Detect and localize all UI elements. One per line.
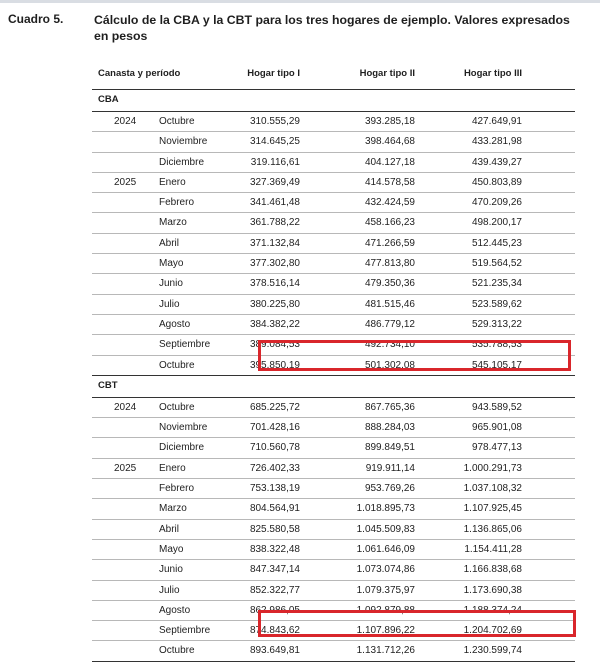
hogar-2-cell: 1.079.375,97 bbox=[356, 584, 415, 596]
hogar-1-cell: 327.369,49 bbox=[249, 176, 300, 188]
hogar-2-cell: 1.061.646,09 bbox=[356, 543, 415, 555]
month-cell: Noviembre bbox=[159, 136, 208, 148]
month-cell: Octubre bbox=[159, 645, 195, 657]
month-cell: Mayo bbox=[159, 543, 184, 555]
month-cell: Agosto bbox=[159, 318, 191, 330]
hogar-3-cell: 978.477,13 bbox=[471, 442, 522, 454]
hogar-2-cell: 492.734,10 bbox=[364, 339, 415, 351]
hogar-2-cell: 458.166,23 bbox=[364, 217, 415, 229]
hogar-2-cell: 486.779,12 bbox=[364, 318, 415, 330]
month-cell: Noviembre bbox=[159, 422, 208, 434]
table-row bbox=[92, 479, 575, 499]
hogar-2-cell: 1.018.895,73 bbox=[356, 503, 415, 515]
hogar-1-cell: 310.555,29 bbox=[249, 116, 300, 127]
hogar-3-cell: 965.901,08 bbox=[471, 422, 522, 434]
year-cell: 2024 bbox=[114, 116, 137, 127]
month-cell: Febrero bbox=[159, 197, 195, 209]
hogar-3-cell: 1.107.925,45 bbox=[463, 503, 522, 515]
hogar-3-cell: 427.649,91 bbox=[471, 116, 522, 127]
hogar-1-cell: 753.138,19 bbox=[249, 483, 300, 495]
table-header bbox=[92, 59, 575, 90]
year-cell: 2025 bbox=[114, 176, 137, 188]
month-cell: Agosto bbox=[159, 604, 191, 616]
hogar-1-cell: 361.788,22 bbox=[249, 217, 300, 229]
hogar-1-cell: 378.516,14 bbox=[249, 278, 300, 290]
hogar-1-cell: 847.347,14 bbox=[249, 564, 300, 576]
table-row bbox=[92, 254, 575, 274]
month-cell: Julio bbox=[159, 298, 180, 310]
table-row bbox=[92, 213, 575, 233]
hogar-1-cell: 395.850,19 bbox=[249, 359, 300, 371]
hogar-3-cell: 1.166.838,68 bbox=[463, 564, 522, 576]
cba-rows bbox=[92, 112, 575, 376]
hogar-2-cell: 1.131.712,26 bbox=[356, 645, 415, 657]
year-cell: 2024 bbox=[114, 401, 137, 413]
hogar-2-cell: 398.464,68 bbox=[364, 136, 415, 148]
hogar-1-cell: 384.382,22 bbox=[249, 318, 300, 330]
hogar-2-cell: 899.849,51 bbox=[364, 442, 415, 454]
top-border bbox=[0, 0, 600, 3]
table-row bbox=[92, 641, 575, 661]
year-cell: 2025 bbox=[114, 462, 137, 474]
hogar-3-cell: 1.188.374,24 bbox=[463, 604, 522, 616]
month-cell: Diciembre bbox=[159, 156, 205, 168]
hogar-3-cell: 519.564,52 bbox=[471, 258, 522, 270]
header-canasta: Canasta y período bbox=[98, 68, 181, 79]
hogar-2-cell: 1.073.074,86 bbox=[356, 564, 415, 576]
month-cell: Abril bbox=[159, 237, 180, 249]
hogar-2-cell: 1.045.509,83 bbox=[356, 523, 415, 535]
hogar-3-cell: 470.209,26 bbox=[471, 197, 522, 209]
month-cell: Enero bbox=[159, 176, 186, 188]
header-hogar-2: Hogar tipo II bbox=[359, 68, 415, 79]
month-cell: Junio bbox=[159, 278, 183, 290]
hogar-3-cell: 498.200,17 bbox=[471, 217, 522, 229]
hogar-3-cell: 433.281,98 bbox=[471, 136, 522, 148]
table-row bbox=[92, 132, 575, 152]
hogar-1-cell: 825.580,58 bbox=[249, 523, 300, 535]
month-cell: Marzo bbox=[159, 503, 187, 515]
month-cell: Febrero bbox=[159, 483, 195, 495]
month-cell: Octubre bbox=[159, 116, 195, 127]
hogar-2-cell: 404.127,18 bbox=[364, 156, 415, 168]
table-row bbox=[92, 540, 575, 560]
table-label: Cuadro 5. bbox=[8, 12, 64, 26]
table-row bbox=[92, 499, 575, 519]
hogar-3-cell: 512.445,23 bbox=[471, 237, 522, 249]
hogar-1-cell: 701.428,16 bbox=[249, 422, 300, 434]
table-title: Cálculo de la CBA y la CBT para los tres hogares de ejemplo. Valores expresados en pesos bbox=[94, 13, 570, 43]
table-row bbox=[92, 274, 575, 294]
hogar-2-cell: 481.515,46 bbox=[364, 298, 415, 310]
hogar-3-cell: 1.173.690,38 bbox=[463, 584, 522, 596]
hogar-2-cell: 477.813,80 bbox=[364, 258, 415, 270]
hogar-1-cell: 893.649,81 bbox=[249, 645, 300, 657]
table-row bbox=[92, 315, 575, 335]
hogar-1-cell: 804.564,91 bbox=[249, 503, 300, 515]
hogar-2-cell: 501.302,08 bbox=[364, 359, 415, 371]
table-row bbox=[92, 459, 575, 479]
month-cell: Junio bbox=[159, 564, 183, 576]
section-cbt bbox=[92, 376, 575, 398]
hogar-3-cell: 943.589,52 bbox=[471, 401, 522, 413]
hogar-3-cell: 529.313,22 bbox=[471, 318, 522, 330]
hogar-2-cell: 479.350,36 bbox=[364, 278, 415, 290]
section-cbt-label: CBT bbox=[98, 379, 118, 391]
hogar-2-cell: 432.424,59 bbox=[364, 197, 415, 209]
table-row bbox=[92, 295, 575, 315]
hogar-1-cell: 838.322,48 bbox=[249, 543, 300, 555]
month-cell: Marzo bbox=[159, 217, 187, 229]
hogar-1-cell: 389.084,53 bbox=[249, 339, 300, 351]
table-row bbox=[92, 173, 575, 193]
hogar-3-cell: 1.154.411,28 bbox=[464, 543, 522, 555]
hogar-3-cell: 535.788,53 bbox=[471, 339, 522, 351]
hogar-3-cell: 1.136.865,06 bbox=[463, 523, 522, 535]
table-row bbox=[92, 153, 575, 173]
header-hogar-3: Hogar tipo III bbox=[463, 68, 522, 79]
table-row bbox=[92, 560, 575, 580]
hogar-2-cell: 414.578,58 bbox=[364, 176, 415, 188]
hogar-1-cell: 314.645,25 bbox=[249, 136, 300, 148]
table-row bbox=[92, 398, 575, 418]
hogar-3-cell: 521.235,34 bbox=[471, 278, 522, 290]
month-cell: Enero bbox=[159, 462, 186, 474]
table-row bbox=[92, 193, 575, 213]
month-cell: Mayo bbox=[159, 258, 184, 270]
hogar-3-cell: 545.105,17 bbox=[471, 359, 522, 371]
table-row bbox=[92, 112, 575, 132]
hogar-3-cell: 1.000.291,73 bbox=[463, 462, 522, 474]
section-cba bbox=[92, 90, 575, 112]
month-cell: Julio bbox=[159, 584, 180, 596]
hogar-1-cell: 341.461,48 bbox=[249, 197, 300, 209]
hogar-3-cell: 1.037.108,32 bbox=[463, 483, 522, 495]
hogar-3-cell: 1.204.702,69 bbox=[463, 625, 522, 637]
hogar-1-cell: 874.843,62 bbox=[249, 625, 300, 637]
hogar-2-cell: 953.769,26 bbox=[364, 483, 415, 495]
table-row bbox=[92, 418, 575, 438]
hogar-2-cell: 867.765,36 bbox=[364, 401, 415, 413]
hogar-2-cell: 393.285,18 bbox=[364, 116, 415, 127]
hogar-2-cell: 888.284,03 bbox=[364, 422, 415, 434]
hogar-3-cell: 450.803,89 bbox=[471, 176, 522, 188]
highlight-box-cbt-octubre bbox=[258, 610, 576, 637]
table-row bbox=[92, 581, 575, 601]
hogar-2-cell: 1.092.879,88 bbox=[356, 604, 415, 616]
section-cba-label: CBA bbox=[98, 94, 119, 105]
hogar-1-cell: 852.322,77 bbox=[249, 584, 300, 596]
hogar-3-cell: 439.439,27 bbox=[471, 156, 522, 168]
hogar-1-cell: 862.986,05 bbox=[249, 604, 300, 616]
table-row bbox=[92, 234, 575, 254]
hogar-1-cell: 710.560,78 bbox=[249, 442, 300, 454]
hogar-3-cell: 523.589,62 bbox=[471, 298, 522, 310]
month-cell: Septiembre bbox=[159, 625, 211, 637]
hogar-1-cell: 726.402,33 bbox=[249, 462, 300, 474]
table-row bbox=[92, 520, 575, 540]
month-cell: Diciembre bbox=[159, 442, 205, 454]
hogar-1-cell: 319.116,61 bbox=[250, 156, 300, 168]
hogar-1-cell: 377.302,80 bbox=[249, 258, 300, 270]
highlight-box-cba-octubre bbox=[258, 340, 571, 371]
header-hogar-1: Hogar tipo I bbox=[247, 68, 300, 79]
month-cell: Octubre bbox=[159, 401, 195, 413]
month-cell: Abril bbox=[159, 523, 180, 535]
hogar-3-cell: 1.230.599,74 bbox=[463, 645, 522, 657]
hogar-1-cell: 380.225,80 bbox=[249, 298, 300, 310]
table-row bbox=[92, 438, 575, 458]
hogar-1-cell: 371.132,84 bbox=[249, 237, 300, 249]
month-cell: Septiembre bbox=[159, 339, 211, 351]
hogar-1-cell: 685.225,72 bbox=[249, 401, 300, 413]
hogar-2-cell: 471.266,59 bbox=[364, 237, 415, 249]
hogar-2-cell: 1.107.896,22 bbox=[356, 625, 415, 637]
month-cell: Octubre bbox=[159, 359, 195, 371]
hogar-2-cell: 919.911,14 bbox=[365, 462, 415, 474]
